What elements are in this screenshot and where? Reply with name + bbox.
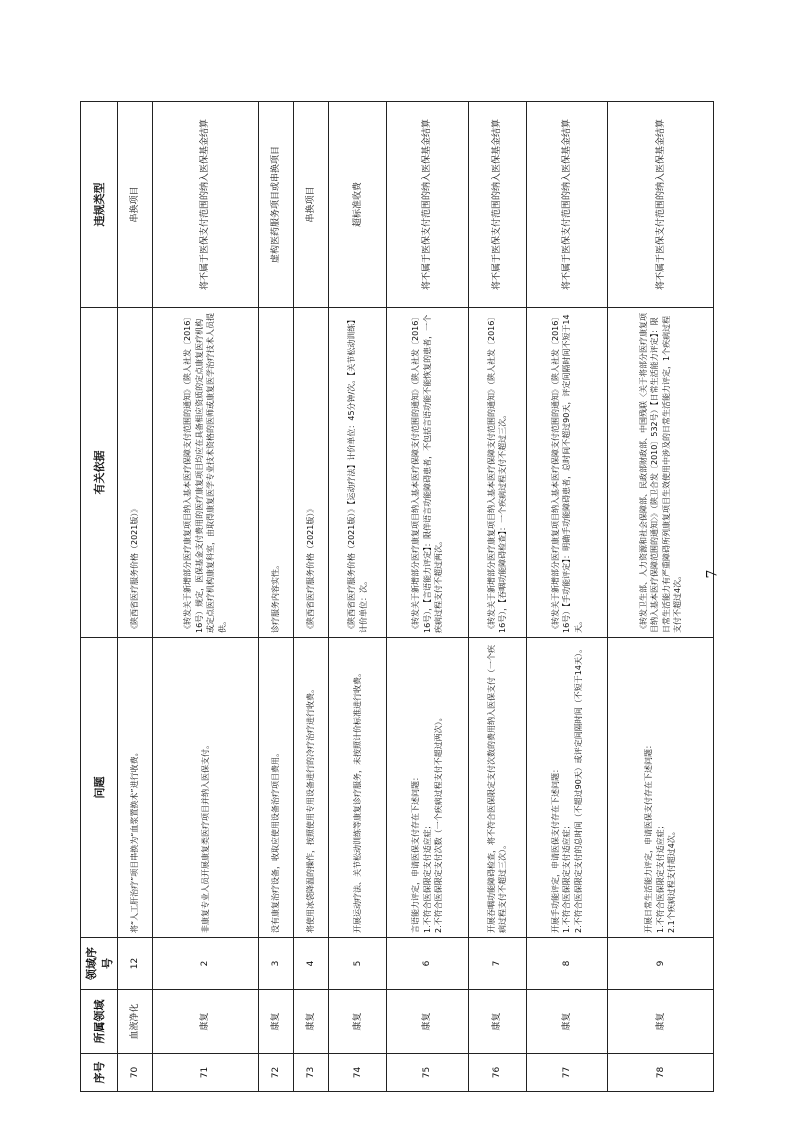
cell-basis: 《转发关于新增部分医疗康复项目纳入基本医疗保障支付范围的通知》（陕人社发〔2016〕16号）规定，医保基金支付费用的医疗康复项目均应在具备相应资质的定点康复医疗机构或定点医疗机构康复科室，由取得康复医学专业技术资格的医师或康复医学治疗技术人员提供。 (153, 308, 259, 638)
cell-type: 将不属于医保支付范围的纳入医保基金结算 (468, 102, 526, 308)
cell-field: 康复 (608, 990, 714, 1054)
table-row (118, 102, 153, 1092)
cell-problem: 将“人工肝治疗”项目串换为“血浆置换术”进行收费。 (118, 638, 153, 938)
cell-no: 74 (329, 1054, 387, 1092)
table-row (386, 102, 468, 1092)
header-field-no: 领域序号 (81, 938, 118, 990)
cell-type: 超标准收费 (329, 102, 387, 308)
cell-problem: 言语能力评定，申请医保支付存在下述问题： 1.不符合医保限定支付适应症； 2.不符合医保限定支付次数（一个疾病过程支付不超过两次）。 (386, 638, 468, 938)
table-row (258, 102, 293, 1092)
cell-field-no: 2 (153, 938, 259, 990)
cell-no: 78 (608, 1054, 714, 1092)
cell-problem: 开展日常生活能力评定，申请医保支付存在下述问题： 1.不符合医保限定支付适应症； 2.1个疾病过程支付超过4次。 (608, 638, 714, 938)
cell-problem: 开展手功能评定，申请医保支付存在下述问题： 1.不符合医保限定支付适应症； 2.不符合医保限定支付的总时间（不超过90天）或评定间隔时间（不短于14天）。 (526, 638, 608, 938)
header-problem: 问题 (81, 638, 118, 938)
cell-basis: 《陕西省医疗服务价格（2021版）》 (293, 308, 328, 638)
cell-field-no: 9 (608, 938, 714, 990)
cell-field: 血液净化 (118, 990, 153, 1054)
cell-no: 71 (153, 1054, 259, 1092)
cell-field: 康复 (386, 990, 468, 1054)
cell-problem: 开展运动疗法、关节松动训练等康复诊疗服务，未按照计价标准进行收费。 (329, 638, 387, 938)
rotated-table-container (80, 102, 714, 1092)
cell-field: 康复 (329, 990, 387, 1054)
cell-type: 将不属于医保支付范围的纳入医保基金结算 (153, 102, 259, 308)
cell-field: 康复 (293, 990, 328, 1054)
cell-field-no: 7 (468, 938, 526, 990)
violation-table (80, 101, 714, 1092)
cell-no: 73 (293, 1054, 328, 1092)
cell-basis: 《陕西省医疗服务价格（2021版）》【运动疗法】计价单位：45分钟/次。【关节松动训练】计价单位：次。 (329, 308, 387, 638)
cell-field: 康复 (468, 990, 526, 1054)
cell-field-no: 6 (386, 938, 468, 990)
cell-field-no: 8 (526, 938, 608, 990)
cell-no: 76 (468, 1054, 526, 1092)
header-field: 所属领域 (81, 990, 118, 1054)
cell-problem: 非康复专业人员开展康复类医疗项目并纳入医保支付。 (153, 638, 259, 938)
cell-problem: 开展吞咽功能障碍检查，将不符合医保限定支付次数的费用纳入医保支付（一个疾病过程支付不超过三次）。 (468, 638, 526, 938)
cell-problem: 没有康复治疗设备，收取应使用设备治疗项目费用。 (258, 638, 293, 938)
table-row (468, 102, 526, 1092)
cell-field-no: 5 (329, 938, 387, 990)
cell-problem: 将使用冰袋降温的操作，按照使用专用设备进行的冷疗治疗进行收费。 (293, 638, 328, 938)
cell-type: 串换项目 (293, 102, 328, 308)
header-basis: 有关依据 (81, 308, 118, 638)
table-row (526, 102, 608, 1092)
cell-type: 将不属于医保支付范围的纳入医保基金结算 (386, 102, 468, 308)
table-row (329, 102, 387, 1092)
cell-type: 将不属于医保支付范围的纳入医保基金结算 (608, 102, 714, 308)
cell-no: 77 (526, 1054, 608, 1092)
cell-type: 将不属于医保支付范围的纳入医保基金结算 (526, 102, 608, 308)
table-row (293, 102, 328, 1092)
cell-field-no: 4 (293, 938, 328, 990)
cell-no: 75 (386, 1054, 468, 1092)
table-row (153, 102, 259, 1092)
cell-basis: 《转发关于新增部分医疗康复项目纳入基本医疗保障支付范围的通知》（陕人社发〔2016〕16号）【手功能评定】：明确手功能障碍患者，总时间不超过90天，评定间隔时间不短于14天。 (526, 308, 608, 638)
cell-field-no: 3 (258, 938, 293, 990)
cell-field-no: 12 (118, 938, 153, 990)
cell-basis: 《转发关于新增部分医疗康复项目纳入基本医疗保障支付范围的通知》（陕人社发〔2016〕16号），【言语能力评定】：限伴语言功能障碍患者，不包括言语功能不能恢复的患者，一个疾病过程支付不超过两次。 (386, 308, 468, 638)
header-type: 违规类型 (81, 102, 118, 308)
cell-type: 串换项目 (118, 102, 153, 308)
cell-basis: 《转发关于新增部分医疗康复项目纳入基本医疗保障支付范围的通知》（陕人社发〔2016〕16号），【吞咽功能障碍检查】：一个疾病过程支付不超过三次。 (468, 308, 526, 638)
cell-no: 70 (118, 1054, 153, 1092)
cell-field: 康复 (153, 990, 259, 1054)
table-header-row (81, 102, 118, 1092)
cell-basis: 诊疗服务内容实性。 (258, 308, 293, 638)
table-row (608, 102, 714, 1092)
page-number: 7 (704, 569, 721, 579)
header-no: 序号 (81, 1054, 118, 1092)
cell-basis: 《陕西省医疗服务价格（2021版）》 (118, 308, 153, 638)
cell-type: 虚构医药服务项目或串换项目 (258, 102, 293, 308)
cell-field: 康复 (258, 990, 293, 1054)
cell-no: 72 (258, 1054, 293, 1092)
cell-field: 康复 (526, 990, 608, 1054)
cell-basis: 《转发卫生部、人力资源和社会保障部、民政部财政部、中国残联〈关于将部分医疗康复项目纳入基本医疗保障范围的通知〉》（陕卫合发〔2010〕532号）【日常生活能力评定】：限日常生活能力有严重障碍所列康复项目生效使用中涉及的日常生活能力评定，1个疾病过程支付不超过4次。 (608, 308, 714, 638)
